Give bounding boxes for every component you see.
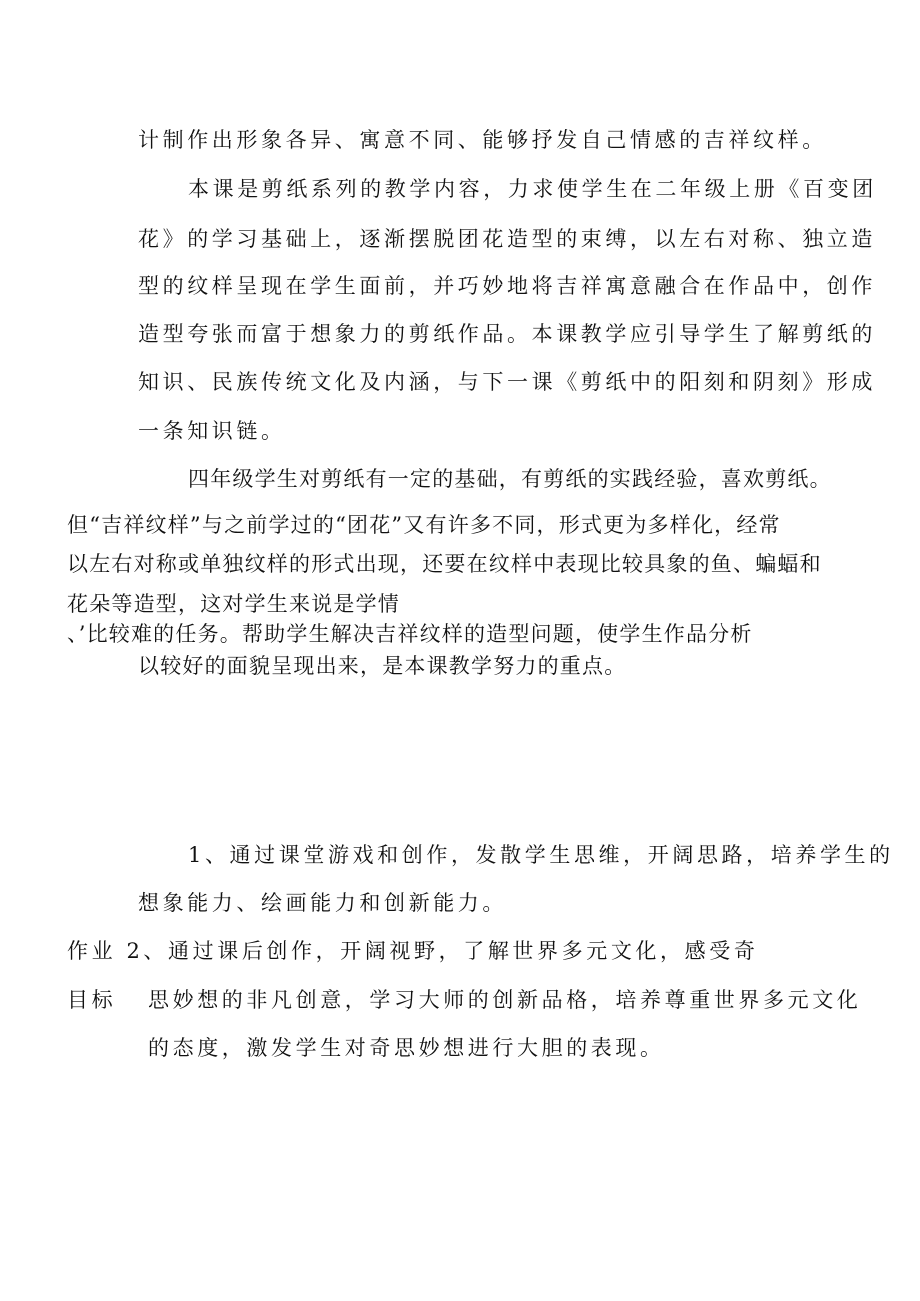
student-line: 以左右对称或单独纹样的形式出现，还要在纹样中表现比较具象的鱼、蝙蝠和 bbox=[67, 552, 822, 576]
student-line: 四年级学生对剪纸有一定的基础，有剪纸的实践经验，喜欢剪纸。 bbox=[188, 467, 832, 491]
analysis-line: 花》的学习基础上，逐渐摆脱团花造型的束缚，以左右对称、独立造 bbox=[138, 227, 876, 251]
goal-line: 想象能力、绘画能力和创新能力。 bbox=[138, 891, 507, 915]
analysis-line: 型的纹样呈现在学生面前，并巧妙地将吉祥寓意融合在作品中，创作 bbox=[138, 274, 876, 298]
intro-tail-line: 计制作出形象各异、寓意不同、能够抒发自己情感的吉祥纹样。 bbox=[138, 128, 827, 152]
analysis-line: 一条知识链。 bbox=[138, 419, 286, 443]
student-line: 以较好的面貌呈现出来，是本课教学努力的重点。 bbox=[138, 654, 627, 678]
goal-line: 作业 2、通过课后创作，开阔视野，了解世界多元文化，感受奇 bbox=[67, 939, 759, 963]
student-line: 花朵等造型，这对学生来说是学情 bbox=[67, 592, 400, 616]
goal-label: 目标 bbox=[67, 988, 117, 1012]
analysis-line: 造型夸张而富于想象力的剪纸作品。本课教学应引导学生了解剪纸的 bbox=[138, 322, 876, 346]
goal-line: 思妙想的非凡创意，学习大师的创新品格，培养尊重世界多元文化 bbox=[148, 988, 862, 1012]
goal-line: 1、通过课堂游戏和创作，发散学生思维，开阔思路，培养学生的 bbox=[188, 843, 894, 867]
student-line: 、’比较难的任务。帮助学生解决吉祥纹样的造型问题，使学生作品分析 bbox=[67, 622, 753, 646]
goal-line: 的态度，激发学生对奇思妙想进行大胆的表现。 bbox=[148, 1036, 665, 1060]
analysis-line: 本课是剪纸系列的教学内容，力求使学生在二年级上册《百变团 bbox=[188, 177, 877, 201]
analysis-line: 知识、民族传统文化及内涵，与下一课《剪纸中的阳刻和阴刻》形成 bbox=[138, 370, 876, 394]
student-line: 但“吉祥纹样”与之前学过的“团花”又有许多不同，形式更为多样化，经常 bbox=[67, 513, 781, 537]
